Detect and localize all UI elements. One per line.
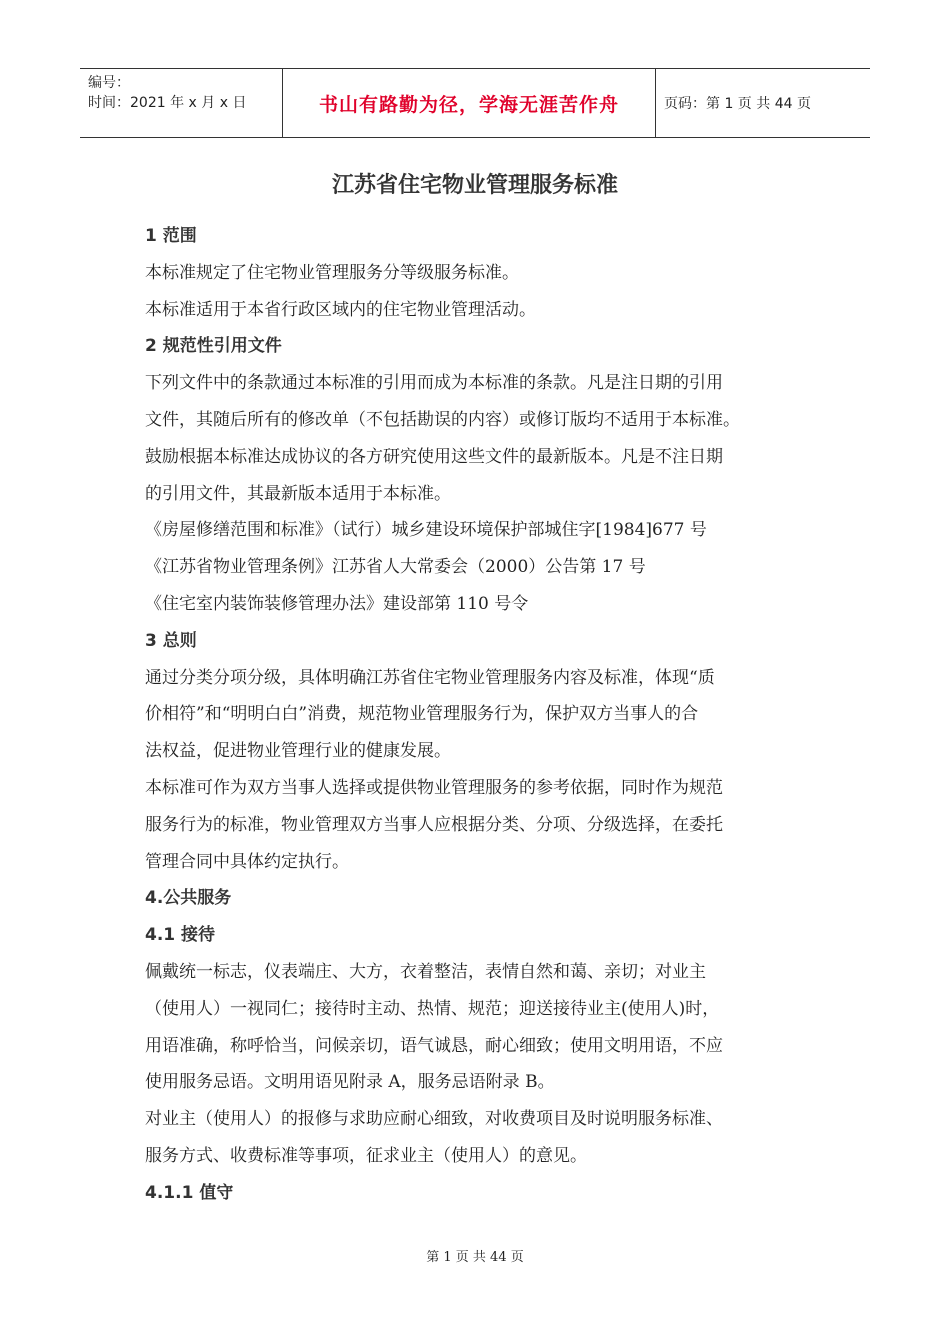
body-text-line: 下列文件中的条款通过本标准的引用而成为本标准的条款。凡是注日期的引用	[145, 373, 723, 394]
header-motto: 书山有路勤为径，学海无涯苦作舟	[318, 93, 619, 116]
body-text-line: 法权益，促进物业管理行业的健康发展。	[145, 741, 451, 762]
body-text-line: 用语准确，称呼恰当，问候亲切，语气诚恳，耐心细致；使用文明用语，不应	[145, 1035, 723, 1056]
body-text-line: 对业主（使用人）的报修与求助应耐心细致，对收费项目及时说明服务标准、	[145, 1109, 723, 1130]
document-number-label: 编号：	[88, 75, 130, 91]
body-text-line: 《江苏省物业管理条例》江苏省人大常委会（2000）公告第 17 号	[145, 557, 646, 578]
section-heading: 4.公共服务	[145, 888, 232, 909]
body-text-line: 《住宅室内装饰装修管理办法》建设部第 110 号令	[145, 593, 529, 614]
body-text-line: 服务行为的标准，物业管理双方当事人应根据分类、分项、分级选择，在委托	[145, 814, 723, 835]
section-heading: 2 规范性引用文件	[145, 336, 282, 357]
page-header	[80, 68, 870, 138]
body-text-line: 鼓励根据本标准达成协议的各方研究使用这些文件的最新版本。凡是不注日期	[145, 446, 723, 467]
header-meta	[80, 69, 282, 137]
document-body	[145, 218, 825, 1212]
body-text-line: 《房屋修缮范围和标准》（试行）城乡建设环境保护部城住字[1984]677 号	[145, 520, 707, 541]
header-page-number: 页码：第 1 页 共 44 页	[664, 96, 811, 112]
body-text-line: 本标准适用于本省行政区域内的住宅物业管理活动。	[145, 299, 536, 320]
body-text-line: 通过分类分项分级，具体明确江苏省住宅物业管理服务内容及标准，体现“质	[145, 667, 715, 688]
body-text-line: 管理合同中具体约定执行。	[145, 851, 349, 872]
body-text-line: 佩戴统一标志，仪表端庄、大方，衣着整洁，表情自然和蔼、亲切；对业主	[145, 961, 706, 982]
page-footer: 第 1 页 共 44 页	[426, 1250, 524, 1265]
body-text-line: 文件，其随后所有的修改单（不包括勘误的内容）或修订版均不适用于本标准。	[145, 409, 740, 430]
section-heading: 3 总则	[145, 630, 197, 651]
section-heading: 4.1 接待	[145, 925, 216, 946]
body-text-line: 本标准规定了住宅物业管理服务分等级服务标准。	[145, 262, 519, 283]
body-text-line: 使用服务忌语。文明用语见附录 A，服务忌语附录 B。	[145, 1072, 555, 1093]
section-heading: 4.1.1 值守	[145, 1182, 234, 1203]
body-text-line: 服务方式、收费标准等事项，征求业主（使用人）的意见。	[145, 1145, 587, 1166]
body-text-line: 价相符”和“明明白白”消费，规范物业管理服务行为，保护双方当事人的合	[145, 704, 699, 725]
body-text-line: 的引用文件，其最新版本适用于本标准。	[145, 483, 451, 504]
body-text-line: （使用人）一视同仁；接待时主动、热情、规范；迎送接待业主(使用人)时，	[145, 998, 720, 1019]
header-page-cell	[656, 69, 870, 137]
body-text-line: 本标准可作为双方当事人选择或提供物业管理服务的参考依据，同时作为规范	[145, 777, 723, 798]
header-motto-cell	[282, 69, 656, 137]
document-date-label: 时间：2021 年 x 月 x 日	[88, 95, 247, 111]
document-title: 江苏省住宅物业管理服务标准	[331, 173, 618, 198]
section-heading: 1 范围	[145, 226, 197, 246]
